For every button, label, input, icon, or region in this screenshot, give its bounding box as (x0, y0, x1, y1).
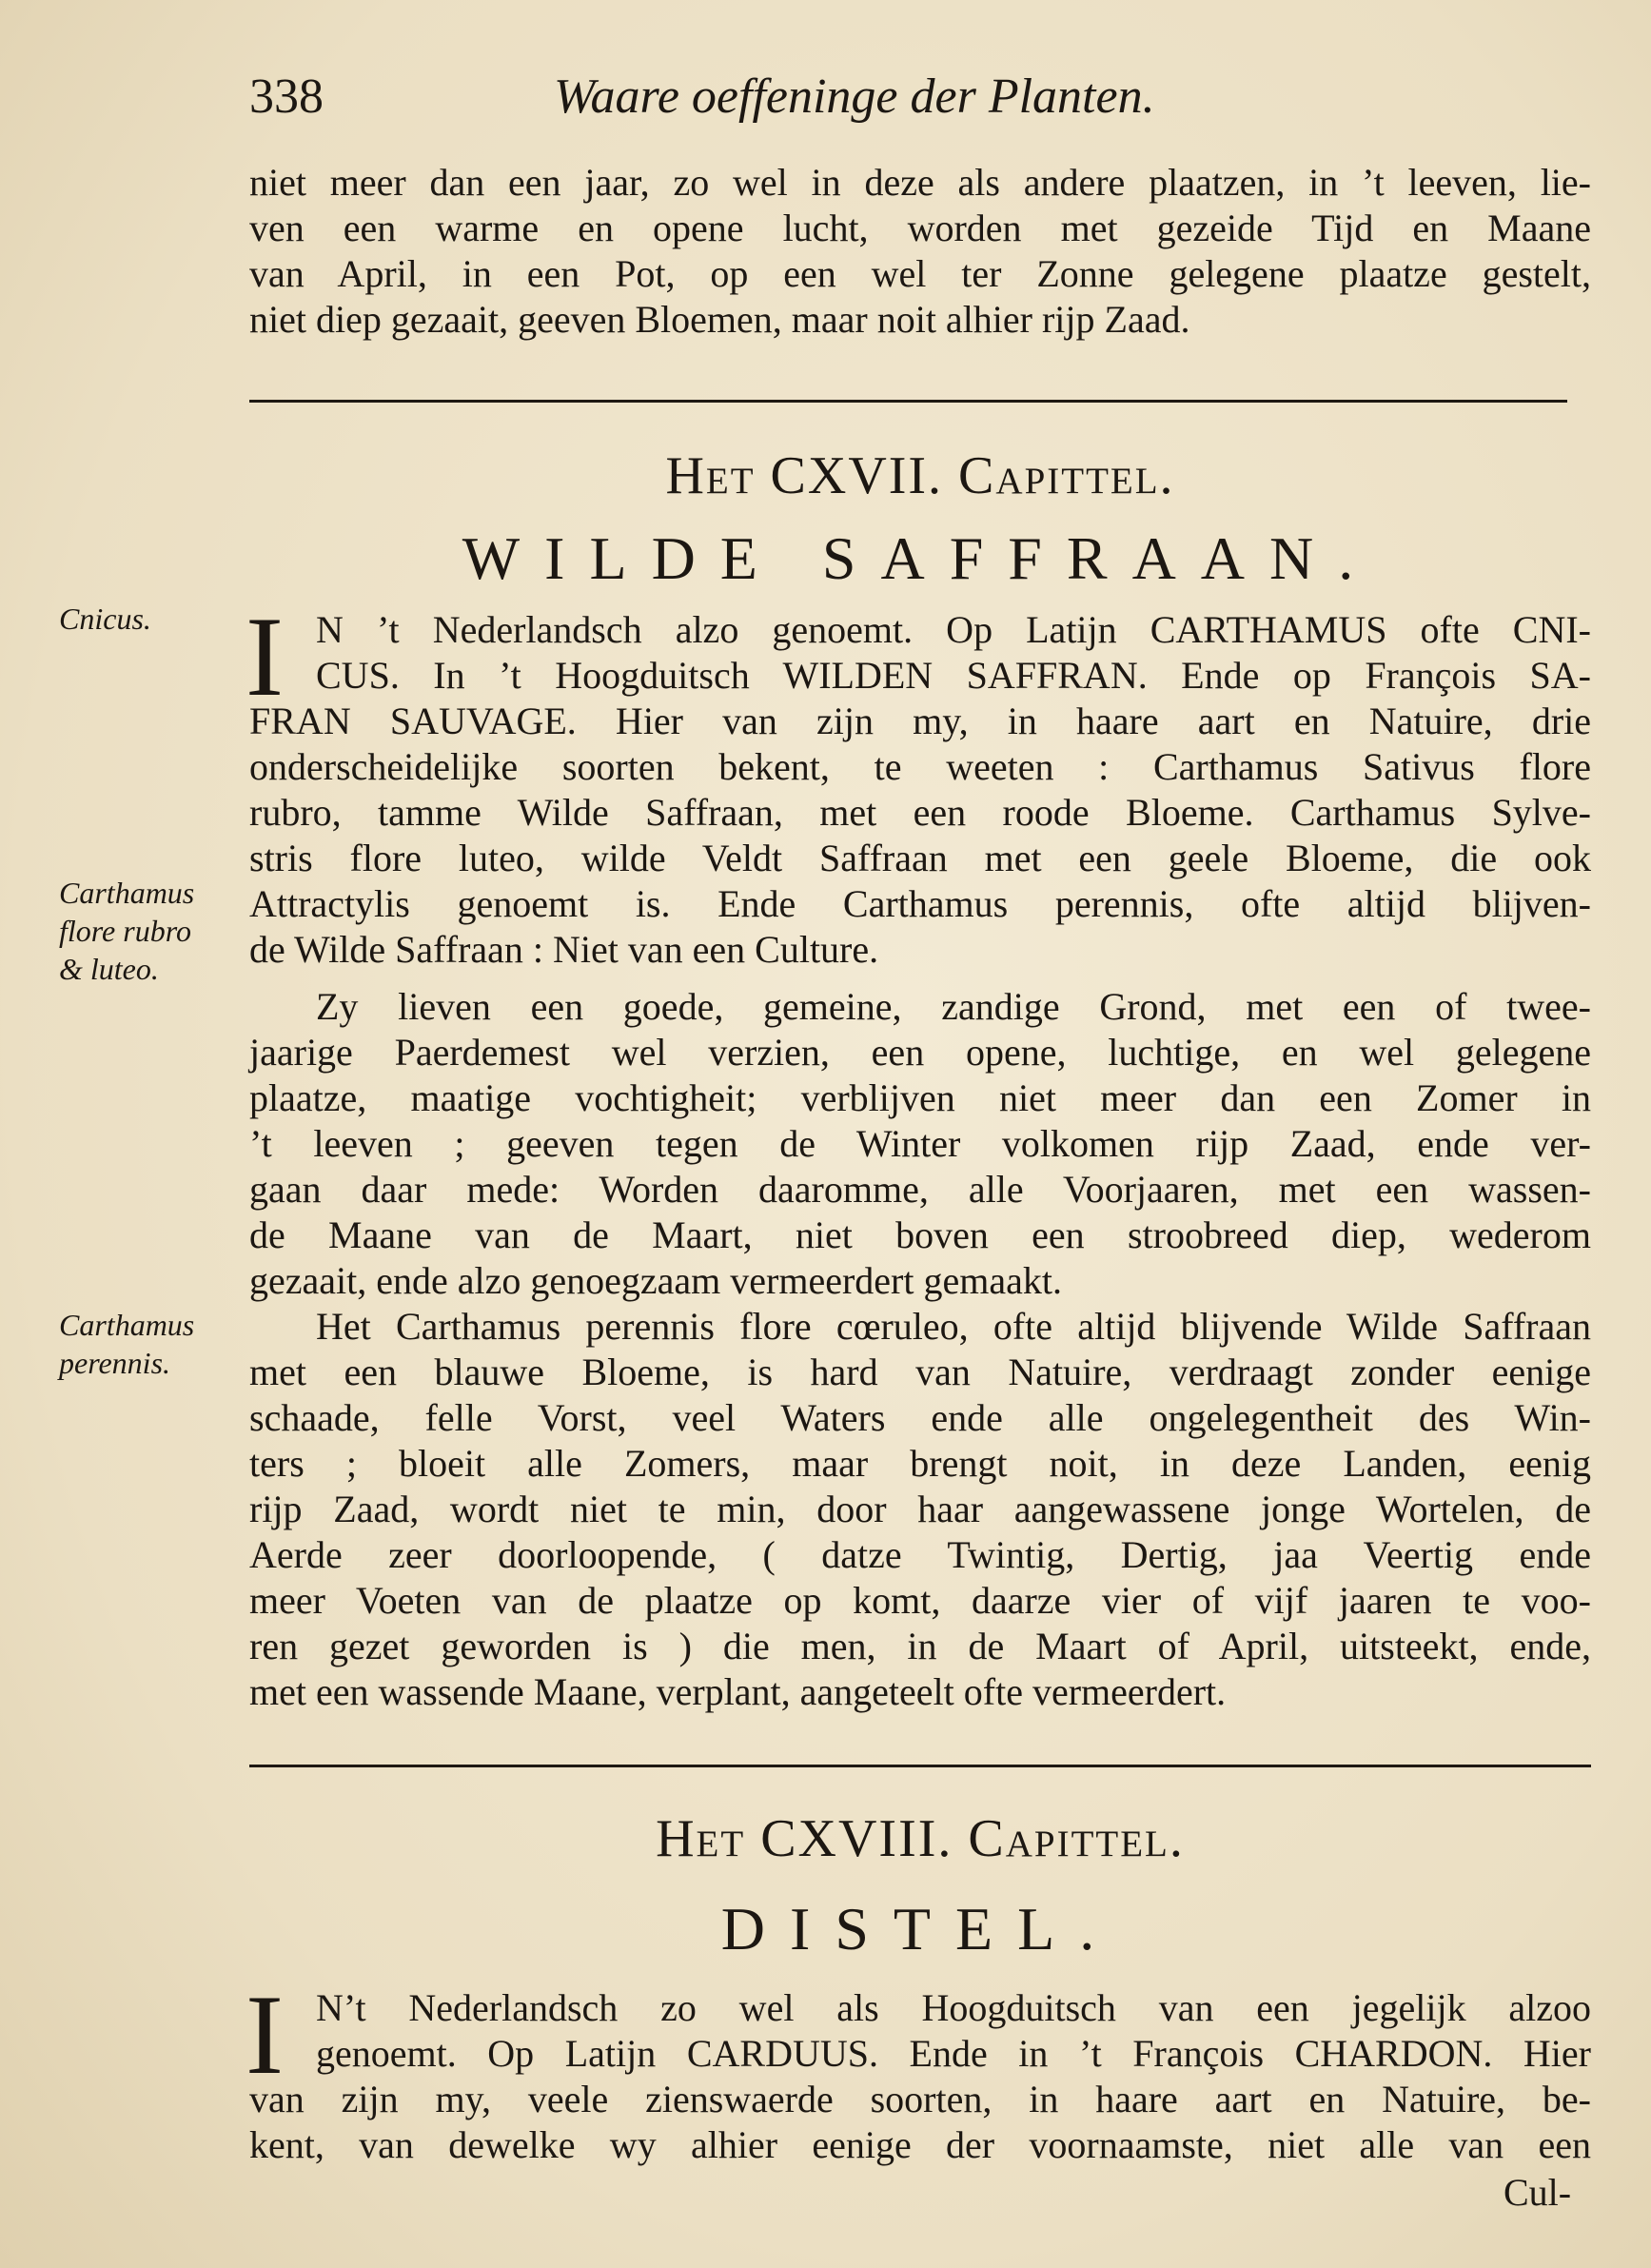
text-line: niet diep gezaait, geeven Bloemen, maar noit alhier rijp Zaad. (249, 298, 1190, 341)
text-line: Zy lieven een goede, gemeine, zandige Grond, met een of twee- (316, 985, 1591, 1028)
text-line: met een wassende Maane, verplant, aangeteelt ofte vermeerdert. (249, 1670, 1227, 1713)
drop-cap: I (246, 593, 284, 720)
text-line: N ’t Nederlandsch alzo genoemt. Op Latijn CARTHAMUS ofte CNI- (316, 608, 1591, 651)
text-line: genoemt. Op Latijn CARDUUS. Ende in ’t François CHARDON. Hier (316, 2032, 1591, 2075)
text-line: N’t Nederlandsch zo wel als Hoogduitsch van een jegelijk alzoo (316, 1986, 1591, 2029)
text-line: schaade, felle Vorst, veel Waters ende alle ongelegentheit des Win- (249, 1396, 1591, 1439)
sidenote-carthamus-rubro-3: & luteo. (59, 952, 159, 986)
chapter-heading: Het CXVII. Capittel. (665, 446, 1175, 505)
text-line: Attractylis genoemt is. Ende Carthamus perennis, ofte altijd blijven- (249, 882, 1591, 925)
sidenote-carthamus-perennis-1: Carthamus (59, 1308, 195, 1342)
text-line: rubro, tamme Wilde Saffraan, met een roode Bloeme. Carthamus Sylve- (249, 791, 1591, 834)
text-line: Het Carthamus perennis flore cœruleo, ofte altijd blijvende Wilde Saffraan (316, 1305, 1591, 1348)
text-line: plaatze, maatige vochtigheit; verblijven niet meer dan een Zomer in (249, 1076, 1591, 1119)
text-line: onderscheidelijke soorten bekent, te weeten : Carthamus Sativus flore (249, 745, 1591, 788)
text-line: meer Voeten van de plaatze op komt, daarze vier of vijf jaaren te voo- (249, 1579, 1591, 1622)
chapter-title: DISTEL. (720, 1895, 1120, 1962)
text-line: stris flore luteo, wilde Veldt Saffraan met een geele Bloeme, die ook (249, 837, 1591, 879)
chapter-heading: Het CXVIII. Capittel. (656, 1809, 1185, 1868)
text-line: jaarige Paerdemest wel verzien, een opene, luchtige, en wel gelegene (249, 1031, 1591, 1074)
text-line: ren gezet geworden is ) die men, in de Maart of April, uitsteekt, ende, (249, 1625, 1591, 1667)
sidenote-carthamus-rubro-1: Carthamus (59, 876, 195, 910)
running-head (249, 69, 1582, 135)
text-line: gezaait, ende alzo genoegzaam vermeerdert gemaakt. (249, 1259, 1062, 1302)
running-title: Waare oeffeninge der Planten. (554, 69, 1155, 124)
text-line: kent, van dewelke wy alhier eenige der voornaamste, niet alle van een (249, 2123, 1591, 2166)
text-line: ters ; bloeit alle Zomers, maar brengt noit, in deze Landen, eenig (249, 1442, 1591, 1485)
text-line: CUS. In ’t Hoogduitsch WILDEN SAFFRAN. Ende op François SA- (316, 654, 1591, 697)
catchword: Cul- (1504, 2171, 1572, 2214)
section-divider (249, 400, 1567, 403)
sidenote-carthamus-perennis-2: perennis. (59, 1346, 171, 1380)
text-line: ven een warme en opene lucht, worden met gezeide Tijd en Maane (249, 207, 1591, 249)
page-number: 338 (249, 69, 324, 124)
text-line: rijp Zaad, wordt niet te min, door haar aangewassene jonge Wortelen, de (249, 1488, 1591, 1530)
sidenote-cnicus: Cnicus. (59, 602, 151, 636)
chapter-title: WILDE SAFFRAAN. (462, 524, 1379, 592)
drop-cap: I (246, 1971, 284, 2098)
text-line: van April, in een Pot, op een wel ter Zonne gelegene plaatze gestelt, (249, 252, 1591, 295)
text-line: de Maane van de Maart, niet boven een stroobreed diep, wederom (249, 1213, 1591, 1256)
sidenote-carthamus-rubro-2: flore rubro (59, 914, 191, 948)
text-line: niet meer dan een jaar, zo wel in deze als andere plaatzen, in ’t leeven, lie- (249, 161, 1591, 204)
text-line: Aerde zeer doorloopende, ( datze Twintig, Dertig, jaa Veertig ende (249, 1533, 1591, 1576)
section-divider (249, 1765, 1591, 1767)
text-line: ’t leeven ; geeven tegen de Winter volkomen rijp Zaad, ende ver- (249, 1122, 1591, 1165)
text-line: gaan daar mede: Worden daaromme, alle Voorjaaren, met een wassen- (249, 1168, 1591, 1211)
text-line: van zijn my, veele zienswaerde soorten, in haare aart en Natuire, be- (249, 2078, 1591, 2120)
text-line: de Wilde Saffraan : Niet van een Culture. (249, 928, 879, 971)
text-line: met een blauwe Bloeme, is hard van Natuire, verdraagt zonder eenige (249, 1351, 1591, 1393)
text-line: FRAN SAUVAGE. Hier van zijn my, in haare aart en Natuire, drie (249, 700, 1591, 742)
